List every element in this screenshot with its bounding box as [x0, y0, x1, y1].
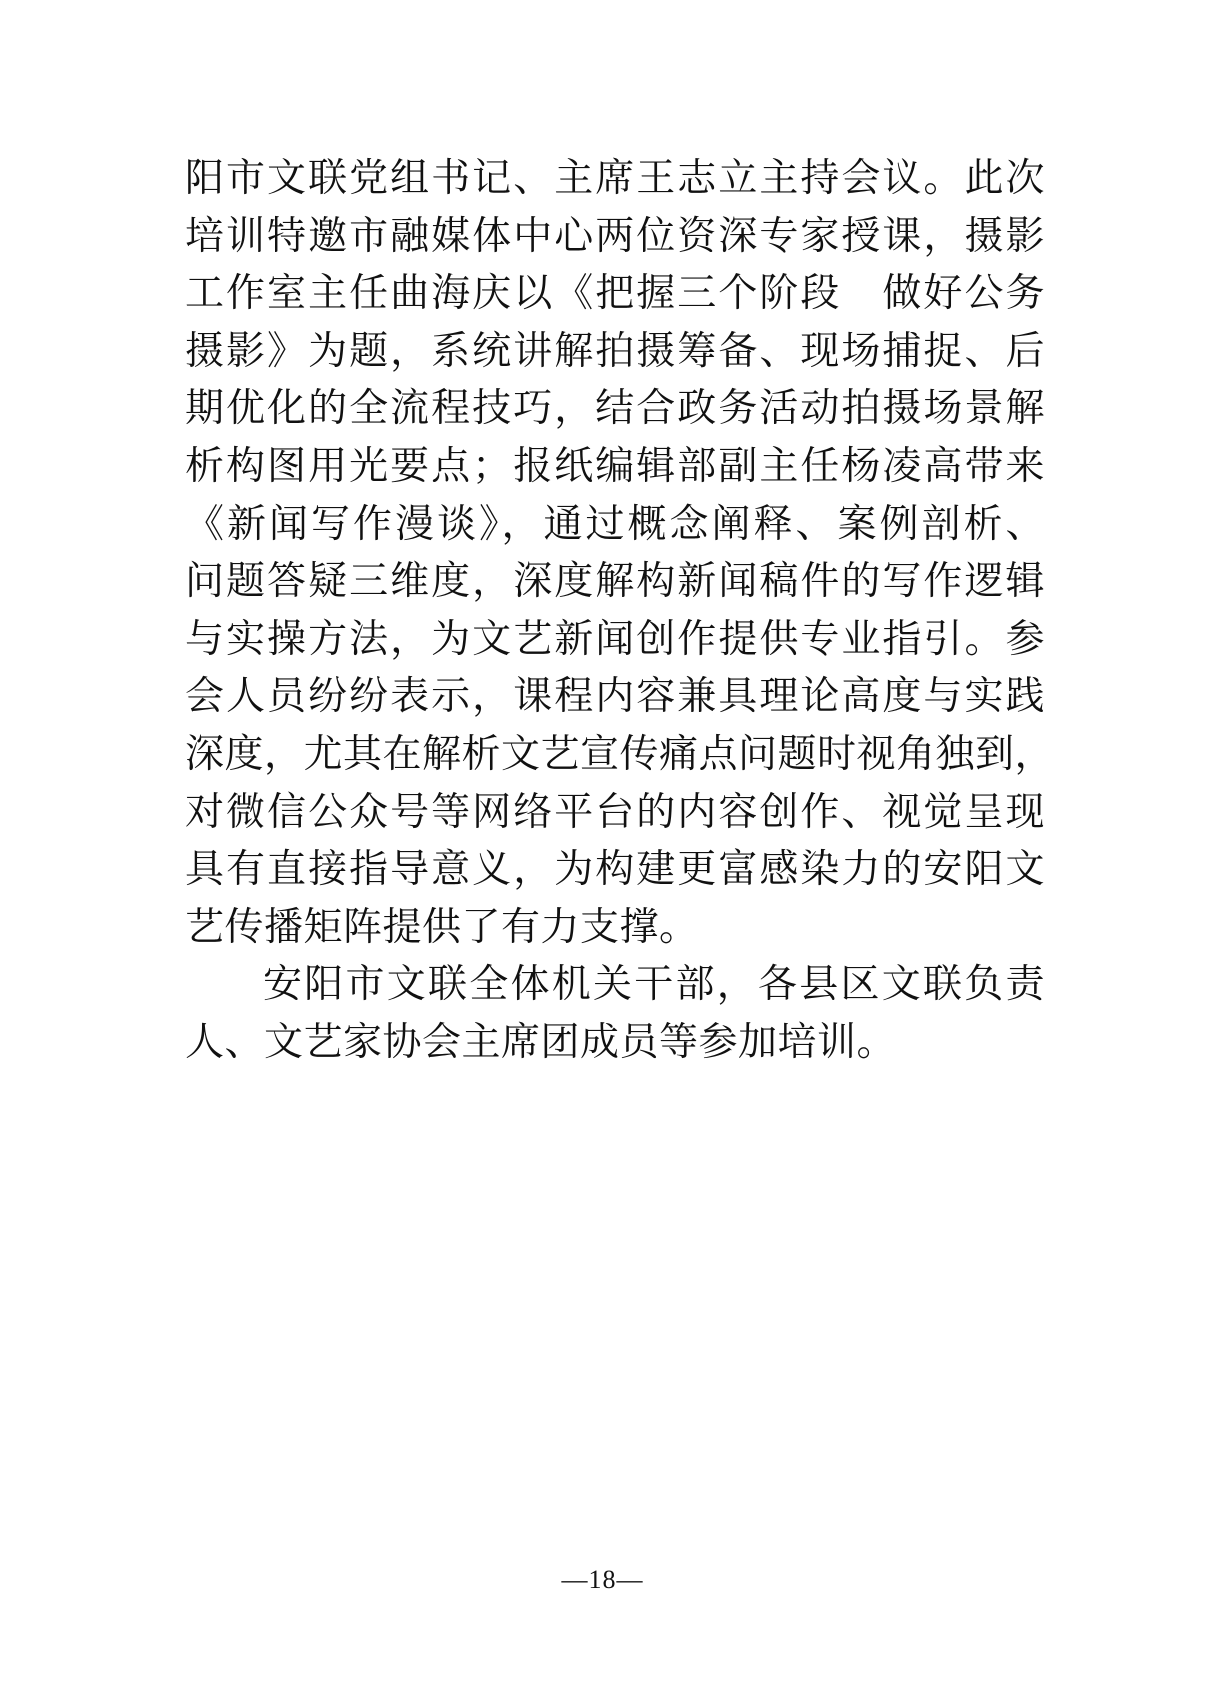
- page-number: —18—: [561, 1565, 644, 1594]
- body-line: 与实操方法，为文艺新闻创作提供专业指引。参: [185, 616, 1045, 662]
- body-line: 摄影》为题，系统讲解拍摄筹备、现场捕捉、后: [185, 328, 1045, 374]
- body-line: 期优化的全流程技巧，结合政务活动拍摄场景解: [185, 386, 1045, 432]
- body-line: 培训特邀市融媒体中心两位资深专家授课，摄影: [185, 213, 1045, 259]
- body-text: [185, 150, 1055, 1072]
- body-line: 对微信公众号等网络平台的内容创作、视觉呈现: [185, 789, 1045, 835]
- body-line: 深度，尤其在解析文艺宣传痛点问题时视角独到，: [185, 731, 1055, 777]
- body-line: 问题答疑三维度，深度解构新闻稿件的写作逻辑: [185, 559, 1045, 605]
- body-line: 会人员纷纷表示，课程内容兼具理论高度与实践: [185, 674, 1045, 720]
- body-line: 《新闻写作漫谈》，通过概念阐释、案例剖析、: [185, 501, 1045, 547]
- paragraph-start-line: 安阳市文联全体机关干部，各县区文联负责: [263, 962, 1045, 1008]
- body-line: 析构图用光要点；报纸编辑部副主任杨凌高带来: [185, 443, 1045, 489]
- body-line: 工作室主任曲海庆以《把握三个阶段 做好公务: [185, 271, 1045, 317]
- body-line: 艺传播矩阵提供了有力支撑。: [185, 904, 699, 950]
- body-line: 阳市文联党组书记、主席王志立主持会议。此次: [185, 156, 1045, 201]
- body-line: 具有直接指导意义，为构建更富感染力的安阳文: [185, 847, 1045, 893]
- body-line: 人、文艺家协会主席团成员等参加培训。: [185, 1019, 897, 1065]
